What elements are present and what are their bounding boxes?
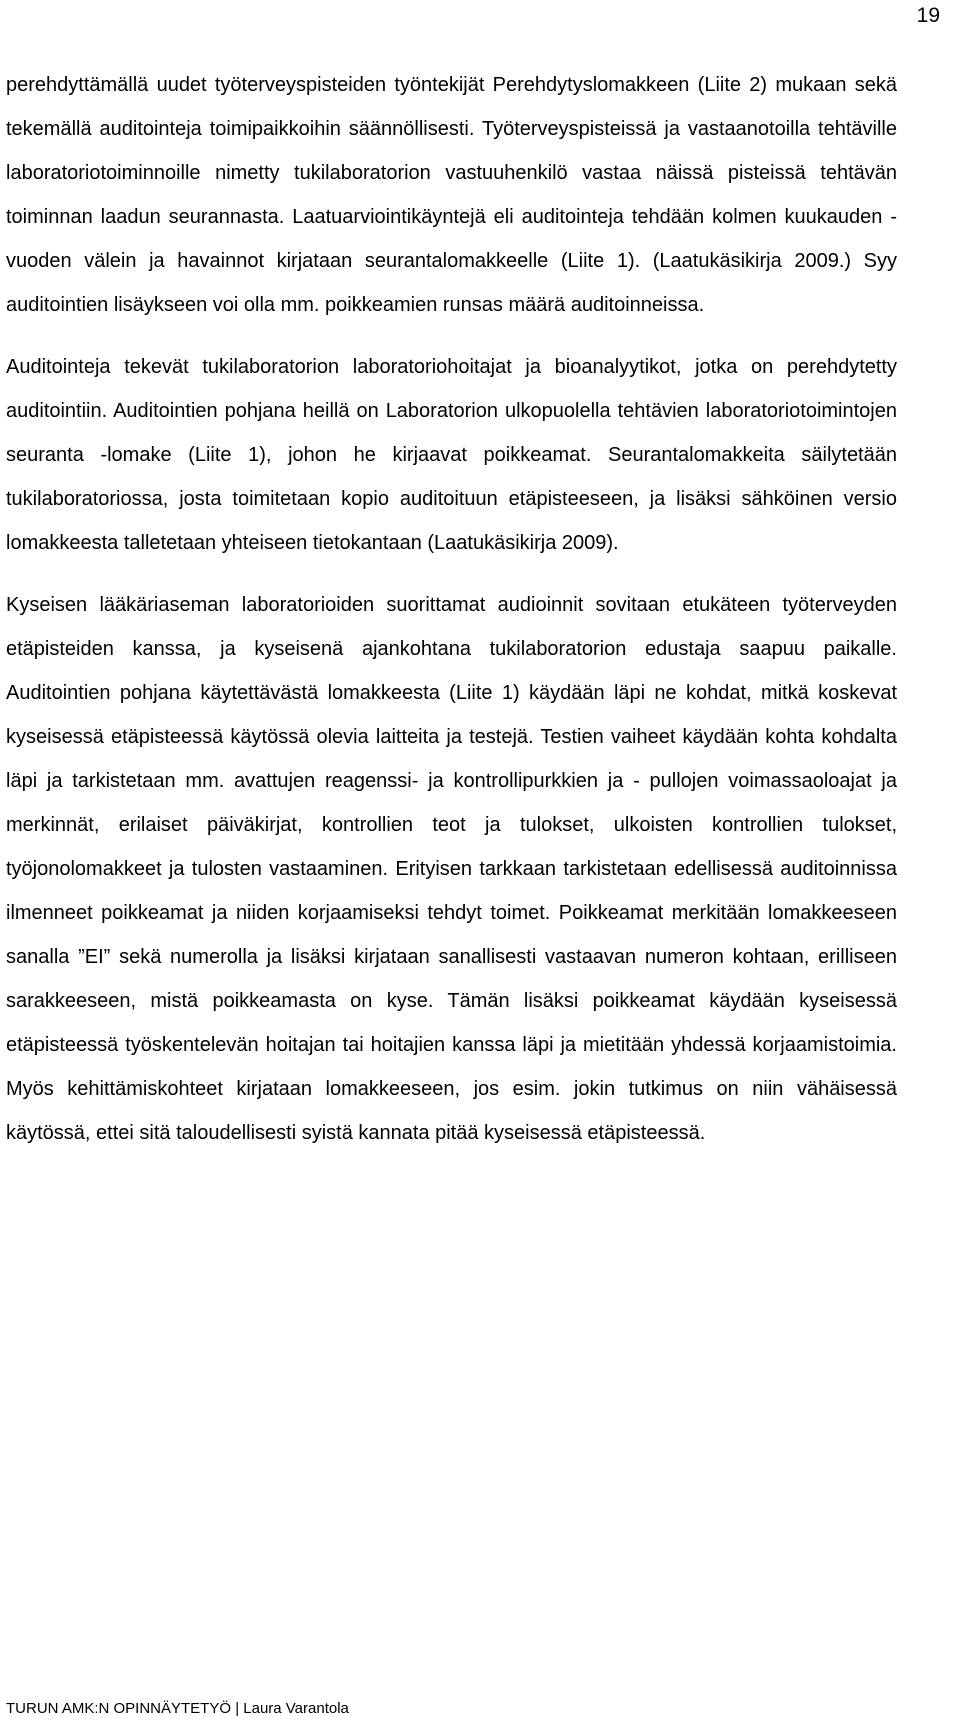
paragraph-auditing-introduction: perehdyttämällä uudet työterveyspisteiden työntekijät Perehdytyslomakkeen (Liite 2) mukaan sekä tekemällä auditointeja toimipaikkoihin säännöllisesti. Työterveyspisteissä ja vastaanotoilla tehtäville laboratoriotoiminnoille nimetty tukilaboratorion vastuuhenkilö vastaa näissä pisteissä tehtävän toiminnan laadun seurannasta. Laatuarviointikäyntejä eli auditointeja tehdään kolmen kuukauden - vuoden välein ja havainnot kirjataan seurantalomakkeelle (Liite 1). (Laatukäsikirja 2009.) Syy auditointien lisäykseen voi olla mm. poikkeamien runsas määrä auditoinneissa. (6, 74, 897, 316)
document-body (6, 63, 897, 1155)
paragraph-auditors: Auditointeja tekevät tukilaboratorion laboratoriohoitajat ja bioanalyytikot, jotka on perehdytetty auditointiin. Auditointien pohjana heillä on Laboratorion ulkopuolella tehtävien laboratoriotoimintojen seuranta -lomake (Liite 1), johon he kirjaavat poikkeamat. Seurantalomakkeita säilytetään tukilaboratoriossa, josta toimitetaan kopio auditoituun etäpisteeseen, ja lisäksi sähköinen versio lomakkeesta talletetaan yhteiseen tietokantaan (Laatukäsikirja 2009). (6, 356, 897, 554)
page-number: 19 (916, 4, 940, 27)
page-footer: TURUN AMK:N OPINNÄYTETYÖ | Laura Varantola (6, 1700, 349, 1717)
paragraph-audit-procedure: Kyseisen lääkäriaseman laboratorioiden suorittamat audioinnit sovitaan etukäteen työterveyden etäpisteiden kanssa, ja kyseisenä ajankohtana tukilaboratorion edustaja saapuu paikalle. Auditointien pohjana käytettävästä lomakkeesta (Liite 1) käydään läpi ne kohdat, mitkä koskevat kyseisessä etäpisteessä käytössä olevia laitteita ja testejä. Testien vaiheet käydään kohta kohdalta läpi ja tarkistetaan mm. avattujen reagenssi- ja kontrollipurkkien ja - pullojen voimassaoloajat ja merkinnät, erilaiset päiväkirjat, kontrollien teot ja tulokset, ulkoisten kontrollien tulokset, työjonolomakkeet ja tulosten vastaaminen. Erityisen tarkkaan tarkistetaan edellisessä auditoinnissa ilmenneet poikkeamat ja niiden korjaamiseksi tehdyt toimet. Poikkeamat merkitään lomakkeeseen sanalla ”EI” sekä numerolla ja lisäksi kirjataan sanallisesti vastaavan numeron kohtaan, erilliseen sarakkeeseen, mistä poikkeamasta on kyse. Tämän lisäksi poikkeamat käydään kyseisessä etäpisteessä työskentelevän hoitajan tai hoitajien kanssa läpi ja mietitään yhdessä korjaamistoimia. Myös kehittämiskohteet kirjataan lomakkeeseen, jos esim. jokin tutkimus on niin vähäisessä käytössä, ettei sitä taloudellisesti syistä kannata pitää kyseisessä etäpisteessä. (6, 594, 897, 1144)
